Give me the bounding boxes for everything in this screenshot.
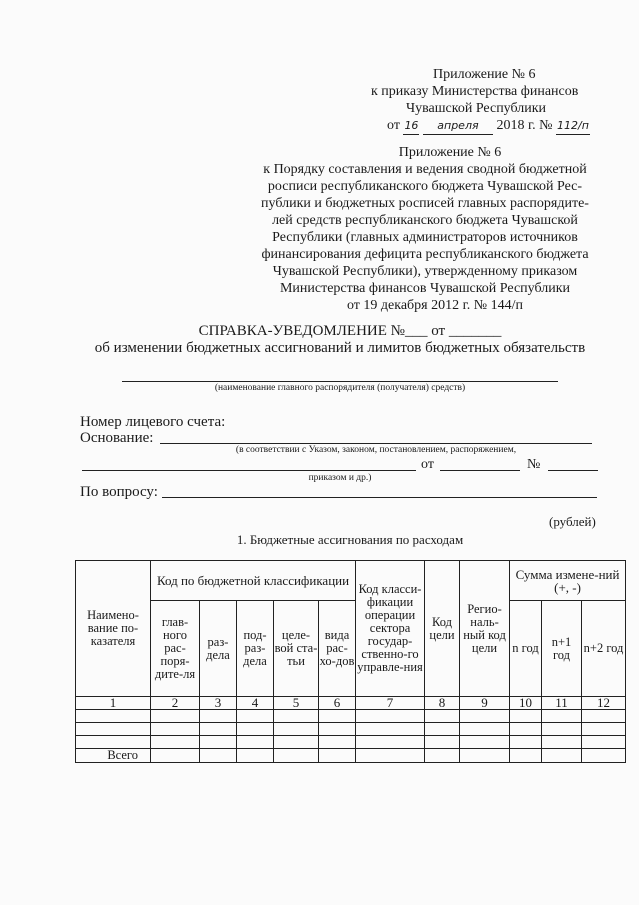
table-cell — [425, 710, 460, 723]
col-header-year-n1: n+1 год — [542, 601, 582, 697]
table-cell — [356, 723, 425, 736]
table-cell — [542, 723, 582, 736]
table-cell — [510, 710, 542, 723]
manager-name-line — [122, 381, 558, 382]
appendix-republic: Чувашской Республики — [406, 101, 547, 116]
table-cell — [237, 710, 274, 723]
procedure-line: публики и бюджетных росписей главных распорядите- — [261, 196, 589, 211]
order-number: 112/п — [556, 117, 590, 135]
table-cell — [460, 710, 510, 723]
document-title: СПРАВКА-УВЕДОМЛЕНИЕ №___ от _______ — [198, 323, 502, 339]
col-header-name: Наимено-вание по-казателя — [76, 561, 151, 697]
table-cell — [460, 736, 510, 749]
table-cell — [151, 749, 200, 763]
table-cell — [76, 736, 151, 749]
col-number: 10 — [510, 697, 542, 710]
col-number: 6 — [319, 697, 356, 710]
table-cell — [425, 723, 460, 736]
table-cell — [510, 723, 542, 736]
table-cell — [200, 710, 237, 723]
table-row — [76, 710, 626, 723]
table-cell — [76, 710, 151, 723]
table-cell — [76, 723, 151, 736]
col-number: 11 — [542, 697, 582, 710]
table-cell — [542, 710, 582, 723]
table-total-row — [76, 749, 626, 763]
procedure-appendix-title: Приложение № 6 — [398, 145, 502, 160]
manager-caption: (наименование главного распорядителя (получателя) средств) — [214, 383, 466, 393]
table-cell — [460, 723, 510, 736]
col-header-expense: вида рас-хо-дов — [319, 601, 356, 697]
procedure-line: финансирования дефицита республиканского бюджета — [261, 247, 589, 262]
col-number: 12 — [582, 697, 626, 710]
appendix-order-header — [340, 66, 610, 135]
col-number: 2 — [151, 697, 200, 710]
basis-from-label: от — [421, 457, 434, 472]
basis-caption: (в соответствии с Указом, законом, постановлением, распоряжением, — [235, 445, 517, 455]
table-cell — [356, 749, 425, 763]
table-cell — [237, 749, 274, 763]
col-number: 8 — [425, 697, 460, 710]
table-cell — [460, 749, 510, 763]
col-header-goal: Код цели — [425, 561, 460, 697]
basis-line — [160, 443, 592, 444]
procedure-line: от 19 декабря 2012 г. № 144/п — [346, 298, 524, 313]
table-cell — [356, 736, 425, 749]
date-day: 16 — [403, 117, 419, 135]
document-subtitle: об изменении бюджетных ассигнований и лимитов бюджетных обязательств — [94, 340, 586, 356]
col-number: 7 — [356, 697, 425, 710]
table-cell — [582, 723, 626, 736]
col-number: 3 — [200, 697, 237, 710]
table-header-row — [76, 561, 626, 601]
budget-table — [75, 560, 626, 763]
table-cell — [319, 723, 356, 736]
procedure-line: Министерства финансов Чувашской Республики — [279, 281, 571, 296]
table-cell — [151, 736, 200, 749]
table-cell — [356, 710, 425, 723]
basis-line-2 — [82, 470, 416, 471]
table-cell — [151, 710, 200, 723]
col-header-sum: Сумма измене-ний (+, -) — [510, 561, 626, 601]
question-label: По вопросу: — [80, 484, 158, 500]
table-cell — [274, 749, 319, 763]
col-header-section: раз-дела — [200, 601, 237, 697]
procedure-line: росписи республиканского бюджета Чувашской Рес- — [267, 179, 583, 194]
table-row — [76, 736, 626, 749]
basis-number-line — [548, 470, 598, 471]
table-cell — [582, 749, 626, 763]
total-label: Всего — [76, 749, 151, 763]
procedure-line: лей средств республиканского бюджета Чувашской — [272, 213, 578, 228]
procedure-line: Чувашской Республики), утвержденному приказом — [272, 264, 578, 279]
table-cell — [542, 749, 582, 763]
col-number: 4 — [237, 697, 274, 710]
col-header-subsection: под-раз-дела — [237, 601, 274, 697]
col-header-main: глав-ного рас-поря-дите-ля — [151, 601, 200, 697]
table-cell — [274, 736, 319, 749]
units-label: (рублей) — [549, 514, 596, 529]
basis-label: Основание: — [80, 430, 154, 446]
col-header-operation: Код класси-фикации операции сектора государ-ственно-го управле-ния — [356, 561, 425, 697]
appendix-order-ref: к приказу Министерства финансов — [371, 84, 579, 99]
table-cell — [200, 749, 237, 763]
col-header-budget-code: Код по бюджетной классификации — [151, 561, 356, 601]
question-line — [162, 497, 597, 498]
basis-number-label: № — [527, 457, 541, 472]
date-month: апреля — [423, 117, 493, 135]
col-header-year-n: n год — [510, 601, 542, 697]
table-cell — [151, 723, 200, 736]
table-cell — [319, 710, 356, 723]
col-header-regional: Регио-наль-ный код цели — [460, 561, 510, 697]
table-cell — [425, 749, 460, 763]
basis-date-line — [440, 470, 520, 471]
table-cell — [237, 736, 274, 749]
table-cell — [237, 723, 274, 736]
col-number: 9 — [460, 697, 510, 710]
account-label: Номер лицевого счета: — [80, 414, 226, 430]
table-cell — [319, 749, 356, 763]
table-cell — [582, 736, 626, 749]
table-cell — [510, 736, 542, 749]
date-year-number: 2018 г. № — [496, 118, 553, 133]
col-number: 5 — [274, 697, 319, 710]
table-cell — [200, 723, 237, 736]
table-cell — [319, 736, 356, 749]
col-header-target: целе-вой ста-тьи — [274, 601, 319, 697]
basis-caption-2: приказом и др.) — [308, 473, 372, 483]
appendix-title: Приложение № 6 — [433, 67, 536, 82]
appendix-procedure-header — [240, 144, 610, 314]
table-cell — [542, 736, 582, 749]
table-cell — [274, 710, 319, 723]
table-cell — [274, 723, 319, 736]
procedure-line: к Порядку составления и ведения сводной бюджетной — [263, 162, 587, 177]
section-title: 1. Бюджетные ассигнования по расходам — [236, 532, 464, 547]
table-cell — [582, 710, 626, 723]
table-cell — [425, 736, 460, 749]
table-cell — [510, 749, 542, 763]
col-number: 1 — [76, 697, 151, 710]
table-cell — [200, 736, 237, 749]
table-subheader-row — [76, 601, 626, 697]
date-from-label: от — [387, 118, 400, 133]
col-header-year-n2: n+2 год — [582, 601, 626, 697]
table-number-row — [76, 697, 626, 710]
appendix-date-line — [340, 117, 610, 135]
table-row — [76, 723, 626, 736]
procedure-line: Республики (главных администраторов источников — [272, 230, 578, 245]
